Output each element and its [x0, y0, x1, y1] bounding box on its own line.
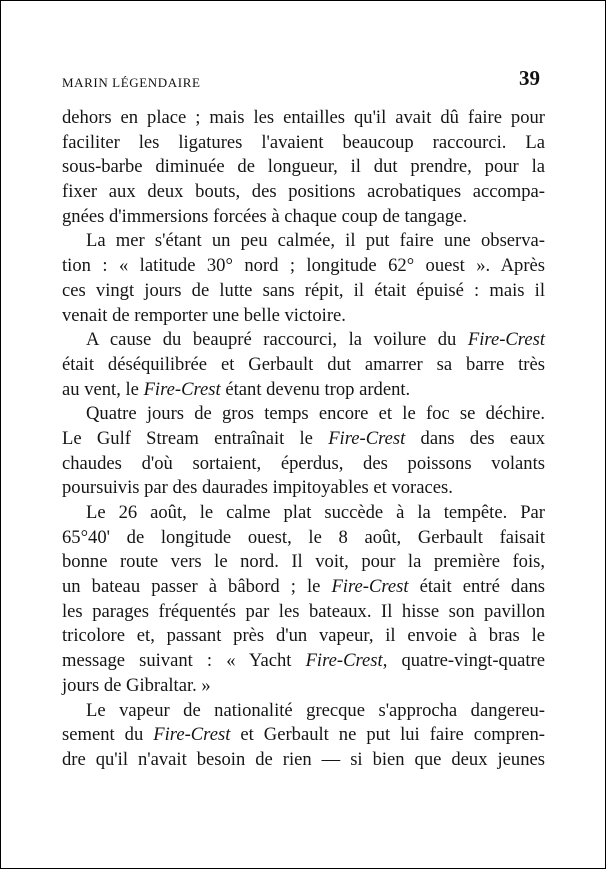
- text-line: [62, 205, 545, 230]
- text-line: [62, 600, 545, 625]
- text-run: au vent, le: [62, 378, 144, 400]
- text-run: un bateau passer à bâbord ; le: [62, 576, 332, 598]
- text-line: [62, 526, 545, 551]
- italic-ship-name: Fire-Crest: [467, 329, 545, 351]
- text-line: [62, 550, 545, 575]
- text-run: Le 26 août, le calme plat succède à la tempête. Par: [86, 502, 545, 523]
- text-run: dans des eaux: [405, 427, 545, 449]
- page-number: 39: [519, 66, 540, 90]
- text-run: et Gerbault ne put lui faire compren-: [230, 724, 546, 746]
- text-run: 65°40' de longitude ouest, le 8 août, Gerbault faisait: [62, 526, 545, 548]
- text-run: était déséquilibrée et Gerbault dut amarrer sa barre très: [62, 353, 545, 375]
- body-text: [62, 106, 545, 773]
- italic-ship-name: Fire-Crest: [305, 650, 383, 672]
- text-line: [62, 353, 545, 378]
- text-line: [62, 180, 545, 205]
- text-line: [62, 748, 545, 773]
- italic-ship-name: Fire-Crest: [153, 724, 231, 746]
- text-run: Le Gulf Stream entraînait le: [62, 427, 329, 449]
- text-run: poursuivis par des daurades impitoyables et voraces.: [62, 477, 453, 499]
- text-line: [62, 304, 545, 329]
- text-run: chaudes d'où sortaient, éperdus, des poissons volants: [62, 452, 545, 474]
- text-line: [62, 476, 545, 501]
- text-line: [62, 279, 545, 304]
- text-run: dehors en place ; mais les entailles qu'il avait dû faire pour: [62, 107, 545, 128]
- text-line: [62, 501, 545, 526]
- text-line: [62, 229, 545, 254]
- text-run: étant devenu trop ardent.: [220, 378, 411, 400]
- text-line: [62, 254, 545, 279]
- text-line: [62, 575, 545, 600]
- italic-ship-name: Fire-Crest: [328, 427, 406, 449]
- text-run: bonne route vers le nord. Il voit, pour la première fois,: [62, 551, 545, 573]
- text-run: La mer s'étant un peu calmée, il put faire une observa-: [86, 230, 545, 252]
- text-run: sous-barbe diminuée de longueur, il dut prendre, pour la: [62, 156, 545, 178]
- text-line: [62, 106, 545, 131]
- text-run: jours de Gibraltar. »: [62, 674, 211, 696]
- text-run: les parages fréquentés par les bateaux. Il hisse son pavillon: [62, 600, 545, 622]
- text-run: Quatre jours de gros temps encore et le foc se déchire.: [86, 403, 545, 425]
- text-line: [62, 452, 545, 477]
- text-run: tricolore et, passant près d'un vapeur, il envoie à bras le: [62, 625, 545, 647]
- page-header: [62, 63, 544, 93]
- text-line: [62, 131, 545, 156]
- text-line: [62, 674, 545, 699]
- text-run: , quatre-vingt-quatre: [382, 650, 545, 672]
- text-run: était entré dans: [408, 576, 545, 598]
- text-line: [62, 427, 545, 452]
- text-run: venait de remporter une belle victoire.: [62, 304, 346, 326]
- text-line: [62, 155, 545, 180]
- text-line: [62, 378, 545, 403]
- text-line: [62, 699, 545, 724]
- italic-ship-name: Fire-Crest: [143, 378, 221, 400]
- running-title: MARIN LÉGENDAIRE: [62, 75, 201, 90]
- text-run: fixer aux deux bouts, des positions acrobatiques accompa-: [62, 181, 545, 203]
- text-line: [62, 649, 545, 674]
- text-run: dre qu'il n'avait besoin de rien — si bien que deux jeunes: [62, 748, 545, 770]
- text-run: Le vapeur de nationalité grecque s'approcha dangereu-: [86, 699, 545, 721]
- text-run: tion : « latitude 30° nord ; longitude 62° ouest ». Après: [62, 255, 545, 277]
- text-run: faciliter les ligatures l'avaient beaucoup raccourci. La: [62, 131, 545, 153]
- text-run: sement du: [62, 724, 154, 746]
- text-line: [62, 624, 545, 649]
- text-line: [62, 328, 545, 353]
- text-line: [62, 402, 545, 427]
- text-line: [62, 723, 545, 748]
- text-run: gnées d'immersions forcées à chaque coup de tangage.: [62, 205, 468, 227]
- text-run: message suivant : « Yacht: [62, 650, 306, 672]
- text-run: A cause du beaupré raccourci, la voilure du: [86, 329, 468, 351]
- text-run: ces vingt jours de lutte sans répit, il était épuisé : mais il: [62, 279, 545, 301]
- italic-ship-name: Fire-Crest: [331, 576, 409, 598]
